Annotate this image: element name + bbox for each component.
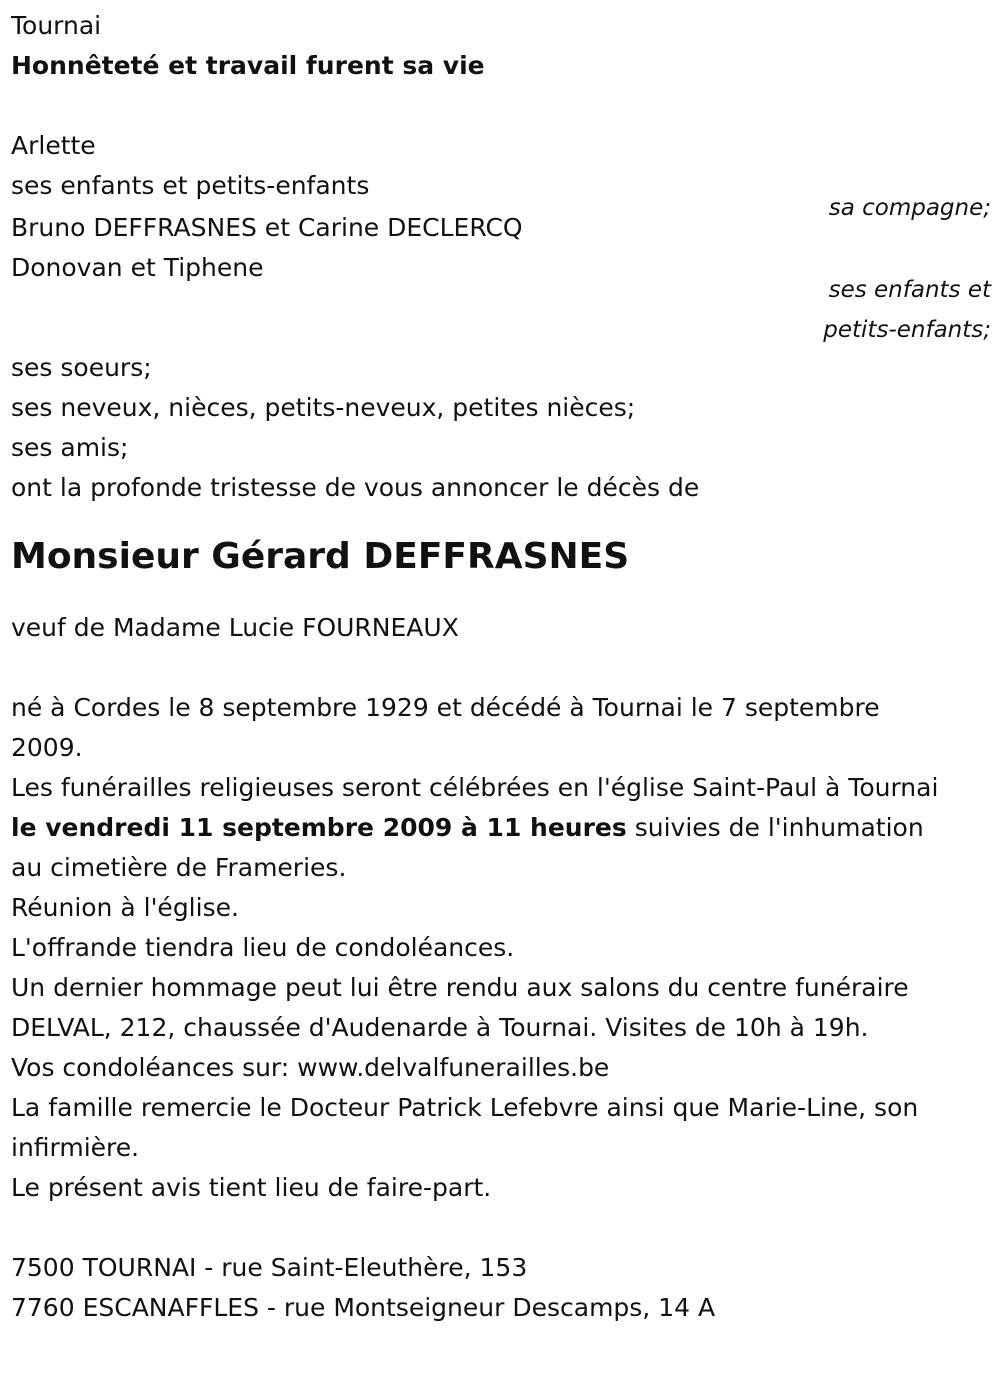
ceremony-date: le vendredi 11 septembre 2009 à 11 heures xyxy=(11,813,627,842)
widower-of: veuf de Madame Lucie FOURNEAUX xyxy=(11,613,459,642)
children-role-line-1: ses enfants et xyxy=(828,277,991,303)
children-line-2: Donovan et Tiphene xyxy=(11,253,264,282)
condolences-link[interactable]: www.delvalfunerailles.be xyxy=(297,1053,610,1082)
children-line-1: Bruno DEFFRASNES et Carine DECLERCQ xyxy=(11,213,523,242)
spacer xyxy=(11,1208,991,1248)
notice-info: Le présent avis tient lieu de faire-part. xyxy=(11,1173,492,1202)
nephews-nieces: ses neveux, nièces, petits-neveux, petites nièces; xyxy=(11,393,636,422)
city-heading: Tournai xyxy=(11,11,102,40)
birth-death: né à Cordes le 8 septembre 1929 et décédé à Tournai le 7 septembre 2009. xyxy=(11,693,880,762)
condolences-label: Vos condoléances sur: xyxy=(11,1053,298,1082)
ceremony-info xyxy=(11,768,946,888)
ceremony-prefix: Les funérailles religieuses seront célébrées en l'église Saint-Paul à Tournai xyxy=(11,773,939,802)
spacer xyxy=(11,648,991,688)
tribute-info: Un dernier hommage peut lui être rendu aux salons du centre funéraire DELVAL, 212, chaussée d'Audenarde à Tournai. Visites de 10h à 19h. xyxy=(11,973,909,1042)
thanks-info: La famille remercie le Docteur Patrick Lefebvre ainsi que Marie-Line, son infirmière. xyxy=(11,1093,919,1162)
companion-role: sa compagne; xyxy=(828,195,991,221)
companion-name: Arlette xyxy=(11,131,96,160)
address-escanaffles: 7760 ESCANAFFLES - rue Montseigneur Descamps, 14 A xyxy=(11,1293,716,1322)
children-role-line-2: petits-enfants; xyxy=(823,317,991,343)
motto: Honnêteté et travail furent sa vie xyxy=(11,51,485,80)
friends: ses amis; xyxy=(11,433,129,462)
sisters: ses soeurs; xyxy=(11,353,152,382)
deceased-name: Monsieur Gérard DEFFRASNES xyxy=(11,536,630,577)
condolences-line xyxy=(11,1048,991,1088)
announcement: ont la profonde tristesse de vous annoncer le décès de xyxy=(11,473,700,502)
companion-children: ses enfants et petits-enfants xyxy=(11,171,370,200)
obituary-notice xyxy=(11,6,991,1328)
ceremony-suffix: suivies de l'inhumation au cimetière de Frameries. xyxy=(11,813,924,882)
offering-info: L'offrande tiendra lieu de condoléances. xyxy=(11,933,515,962)
spacer xyxy=(11,86,991,126)
address-tournai: 7500 TOURNAI - rue Saint-Eleuthère, 153 xyxy=(11,1253,528,1282)
meeting-info: Réunion à l'église. xyxy=(11,893,239,922)
